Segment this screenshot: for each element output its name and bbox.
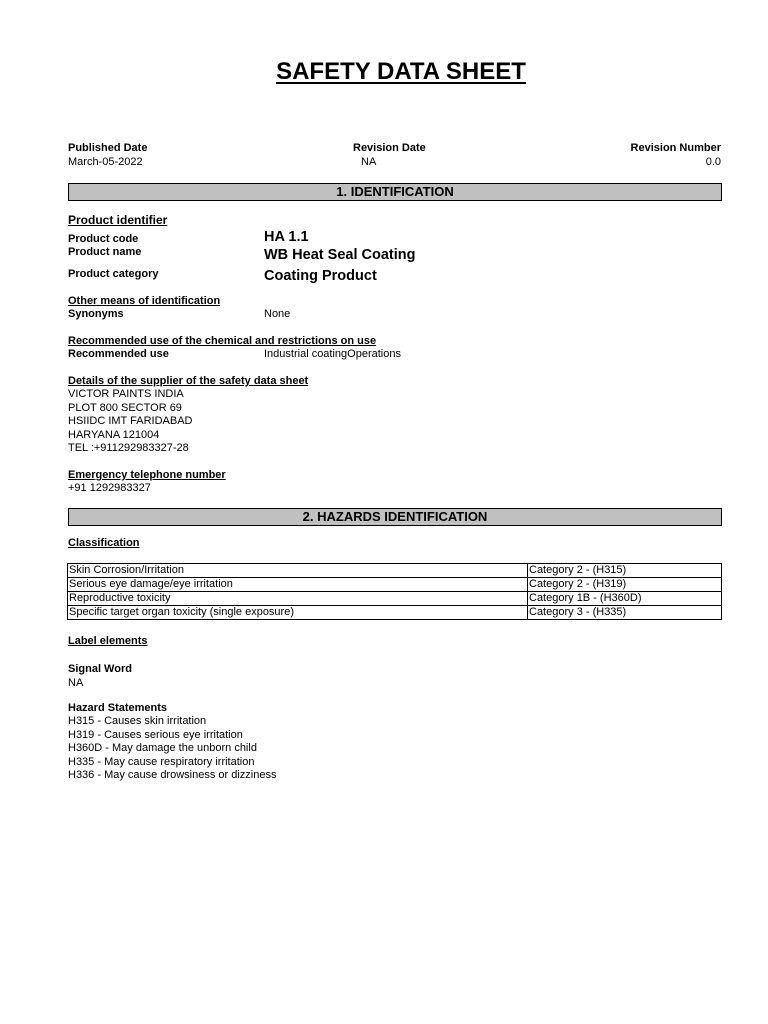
category-cell: Category 2 - (H319): [528, 578, 722, 592]
supplier-line: HSIIDC IMT FARIDABAD: [68, 415, 193, 427]
supplier-line: VICTOR PAINTS INDIA: [68, 388, 184, 400]
label-elements-heading: Label elements: [68, 635, 148, 647]
category-cell: Category 3 - (H335): [528, 606, 722, 620]
table-row: [68, 564, 722, 578]
category-cell: Category 1B - (H360D): [528, 592, 722, 606]
hazard-cell: Reproductive toxicity: [68, 592, 528, 606]
hazard-cell: Serious eye damage/eye irritation: [68, 578, 528, 592]
product-code-label: Product code: [68, 233, 139, 245]
product-name-value: WB Heat Seal Coating: [264, 247, 416, 263]
section-1-heading: 1. IDENTIFICATION: [68, 183, 722, 201]
published-date-value: March-05-2022: [68, 156, 143, 168]
revision-number-label: Revision Number: [630, 142, 721, 154]
hazard-statements-label: Hazard Statements: [68, 702, 168, 714]
recommended-use-value: Industrial coatingOperations: [264, 348, 401, 360]
revision-number-value: 0.0: [705, 156, 721, 168]
table-row: [68, 578, 722, 592]
emergency-value: +91 1292983327: [68, 482, 151, 494]
supplier-line: HARYANA 121004: [68, 428, 160, 441]
page-title: SAFETY DATA SHEET: [276, 58, 526, 85]
supplier-line: TEL :+911292983327-28: [68, 442, 189, 454]
table-row: [68, 606, 722, 620]
section-2-heading: 2. HAZARDS IDENTIFICATION: [68, 508, 722, 526]
product-category-value: Coating Product: [264, 268, 377, 284]
supplier-address: [68, 388, 192, 456]
list-item: H335 - May cause respiratory irritation: [68, 755, 255, 768]
list-item: H360D - May damage the unborn child: [68, 742, 257, 754]
published-date-label: Published Date: [68, 142, 148, 154]
hazard-statements-list: [68, 715, 276, 783]
synonyms-value: None: [264, 308, 291, 320]
other-means-heading: Other means of identification: [68, 295, 221, 307]
supplier-line: PLOT 800 SECTOR 69: [68, 401, 182, 414]
hazard-cell: Specific target organ toxicity (single exposure): [68, 606, 528, 620]
supplier-heading: Details of the supplier of the safety data sheet: [68, 375, 309, 387]
published-date-block: [68, 141, 147, 169]
recommended-use-heading: Recommended use of the chemical and restrictions on use: [68, 335, 377, 347]
product-name-label: Product name: [68, 246, 142, 258]
list-item: H315 - Causes skin irritation: [68, 715, 207, 727]
revision-date-value: NA: [361, 156, 377, 168]
emergency-heading: Emergency telephone number: [68, 469, 226, 481]
list-item: H336 - May cause drowsiness or dizziness: [68, 769, 277, 781]
classification-heading: Classification: [68, 537, 140, 549]
recommended-use-label: Recommended use: [68, 348, 169, 360]
revision-date-label: Revision Date: [353, 142, 426, 154]
list-item: H319 - Causes serious eye irritation: [68, 728, 243, 741]
product-category-label: Product category: [68, 268, 159, 280]
product-identifier-heading: Product identifier: [68, 213, 168, 227]
revision-date-block: [353, 141, 426, 169]
signal-word-value: NA: [68, 677, 84, 689]
table-row: [68, 592, 722, 606]
synonyms-label: Synonyms: [68, 308, 124, 320]
category-cell: Category 2 - (H315): [528, 564, 722, 578]
revision-number-block: [631, 141, 721, 169]
classification-table: [67, 563, 722, 620]
signal-word-label: Signal Word: [68, 663, 132, 675]
product-code-value: HA 1.1: [264, 229, 309, 245]
hazard-cell: Skin Corrosion/Irritation: [68, 564, 528, 578]
